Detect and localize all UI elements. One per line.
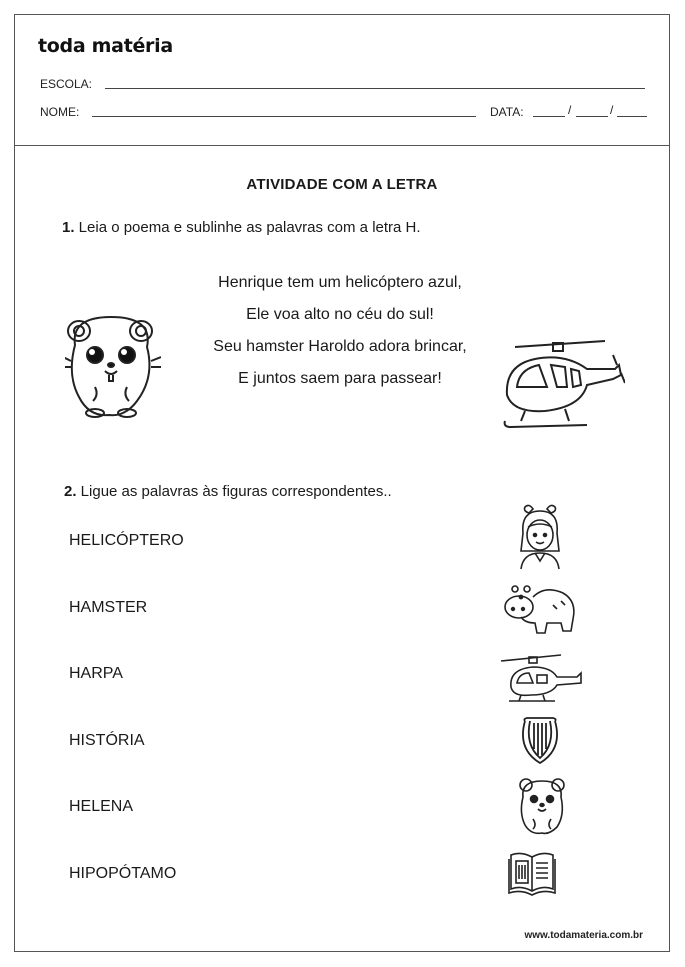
poem-line: E juntos saem para passear! (238, 370, 442, 387)
question-text: Ligue as palavras às figuras correspondentes.. (76, 483, 392, 500)
worksheet (14, 14, 670, 952)
question-number: 1. (62, 219, 75, 236)
word-item[interactable]: HELENA (69, 798, 134, 815)
name-line[interactable] (92, 116, 476, 117)
hamster-icon (65, 305, 161, 425)
question-text: Leia o poema e sublinhe as palavras com a letra H. (74, 219, 421, 236)
poem-line: Ele voa alto no céu do sul! (246, 306, 434, 323)
logo: toda matéria (38, 35, 173, 57)
date-label: DATA: (490, 105, 524, 119)
book-icon[interactable] (507, 847, 557, 897)
hippo-icon[interactable] (503, 579, 579, 639)
word-item[interactable]: HISTÓRIA (69, 732, 145, 749)
header (15, 15, 669, 146)
name-label: NOME: (40, 105, 80, 119)
date-separator: / (610, 103, 614, 117)
question-2 (64, 483, 392, 500)
helicopter-icon[interactable] (497, 651, 583, 707)
question-1 (62, 219, 421, 236)
poem-line: Seu hamster Haroldo adora brincar, (213, 338, 467, 355)
girl-icon[interactable] (515, 503, 565, 571)
school-label: ESCOLA: (40, 77, 93, 91)
word-item[interactable]: HIPOPÓTAMO (69, 865, 177, 882)
footer-url[interactable]: www.todamateria.com.br (524, 930, 643, 941)
harp-icon[interactable] (519, 715, 561, 767)
helicopter-icon (495, 325, 625, 431)
poem (165, 267, 515, 395)
school-line[interactable] (105, 88, 645, 89)
date-day-line[interactable] (533, 116, 565, 117)
date-separator: / (568, 103, 572, 117)
poem-line: Henrique tem um helicóptero azul, (218, 274, 462, 291)
word-item[interactable]: HARPA (69, 665, 123, 682)
question-number: 2. (64, 483, 77, 500)
date-year-line[interactable] (617, 116, 647, 117)
hamster-icon[interactable] (517, 775, 567, 837)
date-month-line[interactable] (576, 116, 608, 117)
page-title: ATIVIDADE COM A LETRA (246, 176, 438, 193)
word-item[interactable]: HAMSTER (69, 599, 148, 616)
word-item[interactable]: HELICÓPTERO (69, 532, 184, 549)
